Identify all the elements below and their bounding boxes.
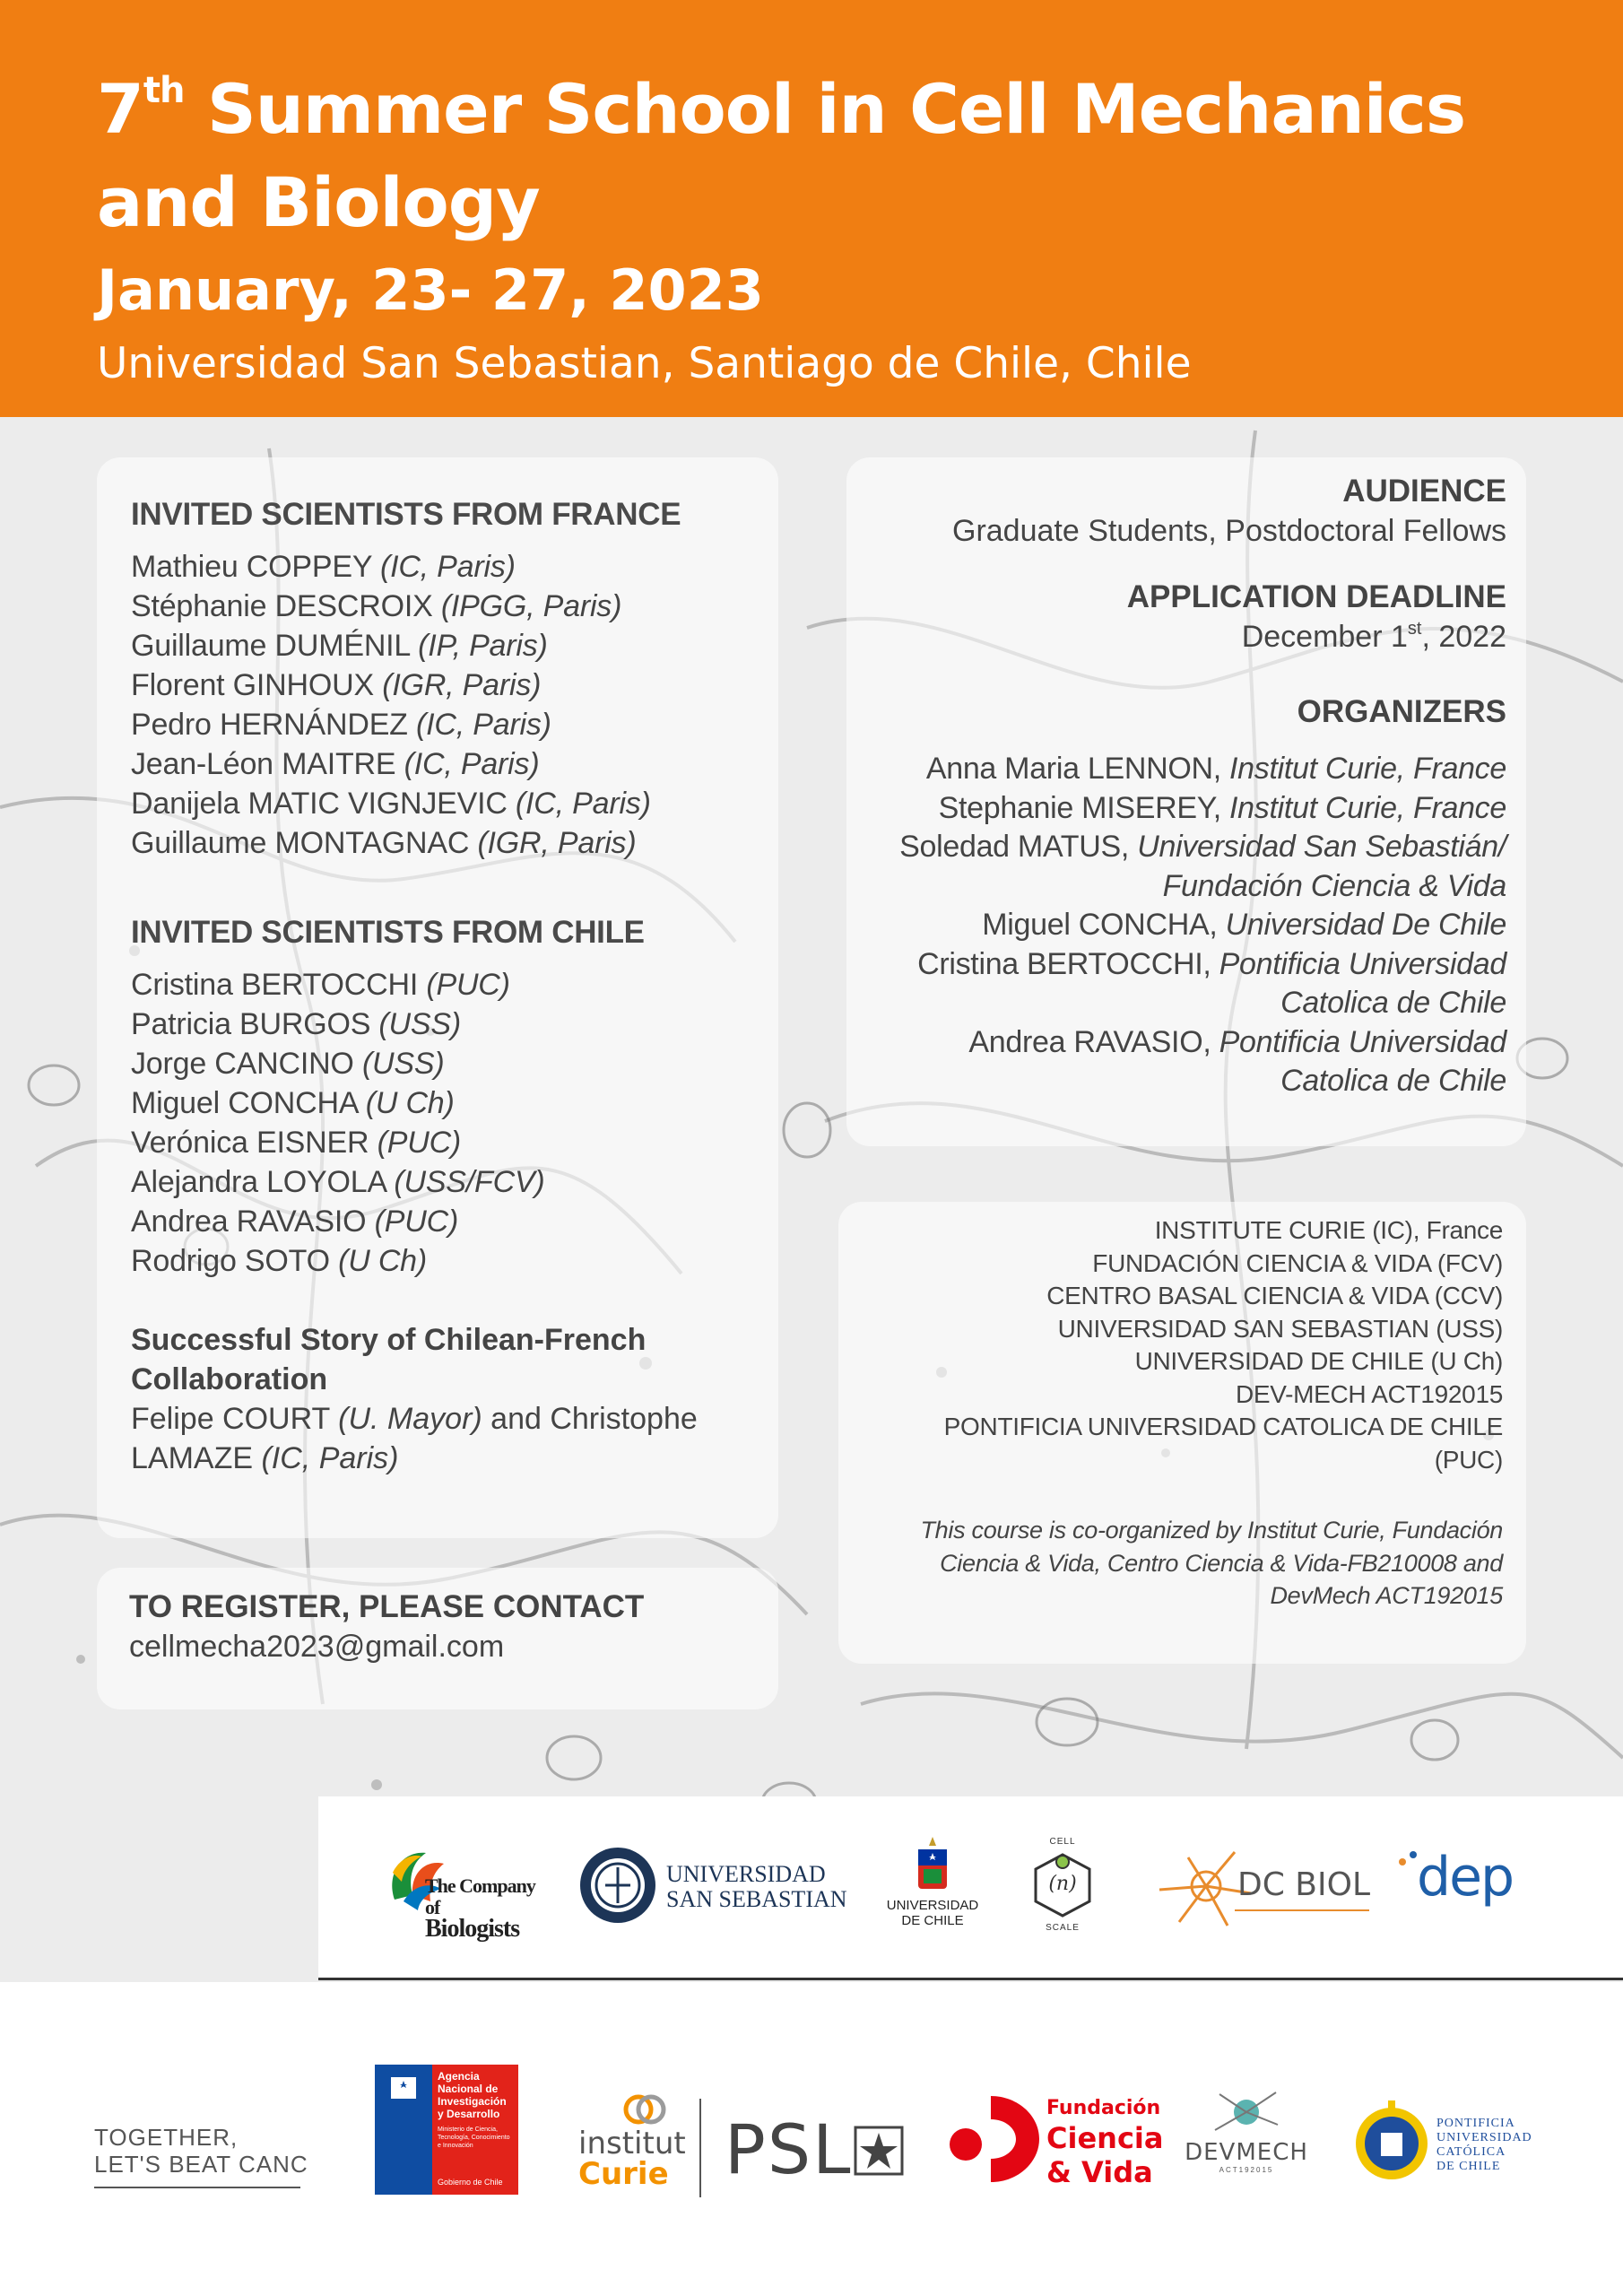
anid-logo: Agencia Nacional de Investigación y Desarrollo Ministerio de Ciencia, Tecnología, Conocimiento e Innovación Gobierno de Chile xyxy=(375,2065,518,2195)
fundacion-ciencia-vida-logo: Fundación Ciencia & Vida xyxy=(946,2094,1152,2193)
event-info-panel xyxy=(846,457,1526,1146)
together-lets-beat-cancer-logo: TOGETHER, LET'S BEAT CANC xyxy=(94,2124,309,2196)
list-item: DEV-MECH ACT192015 xyxy=(1235,1379,1503,1408)
institutions-list xyxy=(856,1214,1503,1476)
institutions-panel xyxy=(838,1202,1526,1664)
list-item: Danijela MATIC VIGNJEVIC (IC, Paris) xyxy=(131,787,651,821)
list-item: Verónica EISNER (PUC) xyxy=(131,1126,462,1160)
list-item: Jorge CANCINO (USS) xyxy=(131,1047,445,1081)
list-item: Guillaume DUMÉNIL (IP, Paris) xyxy=(131,629,548,663)
list-item: Andrea RAVASIO, Pontificia Universidad xyxy=(968,1024,1506,1059)
story-heading: Successful Story of Chilean-French Collaboration xyxy=(131,1323,647,1396)
deadline-heading: APPLICATION DEADLINE xyxy=(1126,579,1506,614)
universidad-san-sebastian-logo: UNIVERSIDAD SAN SEBASTIAN xyxy=(578,1846,847,1935)
register-heading: TO REGISTER, PLEASE CONTACT xyxy=(129,1589,645,1624)
organizers-list xyxy=(864,750,1506,1101)
list-item: CENTRO BASAL CIENCIA & VIDA (CCV) xyxy=(1046,1282,1503,1309)
story-text: Felipe COURT (U. Mayor) and Christophe LAMAZE (IC, Paris) xyxy=(131,1402,698,1475)
co-organization-note: This course is co-organized by Institut Curie, Fundación Ciencia & Vida, Centro Ciencia & Vida-FB210008 and DevMech ACT192015 xyxy=(920,1517,1503,1609)
list-item: Catolica de Chile xyxy=(1280,986,1506,1020)
chile-heading: INVITED SCIENTISTS FROM CHILE xyxy=(131,915,645,950)
event-header xyxy=(0,0,1623,417)
list-item: (PUC) xyxy=(1434,1445,1503,1474)
devmech-logo: DEVMECH ACT192015 xyxy=(1179,2085,1314,2197)
curie-rings-icon xyxy=(619,2092,673,2127)
list-item: Cristina BERTOCCHI (PUC) xyxy=(131,968,510,1002)
list-item: FUNDACIÓN CIENCIA & VIDA (FCV) xyxy=(1092,1248,1503,1277)
institut-curie-logo: institut Curie xyxy=(578,2092,695,2190)
list-item: Jean-Léon MAITRE (IC, Paris) xyxy=(131,747,540,781)
psl-logo: PSL xyxy=(699,2099,915,2197)
audience-text: Graduate Students, Postdoctoral Fellows xyxy=(952,514,1506,548)
fcv-symbol-icon xyxy=(946,2094,1043,2184)
puc-seal-icon xyxy=(1354,2097,1429,2187)
list-item: Andrea RAVASIO (PUC) xyxy=(131,1205,459,1239)
uchile-crest-icon xyxy=(913,1837,952,1896)
register-panel xyxy=(97,1568,778,1709)
list-item: Catolica de Chile xyxy=(1280,1064,1506,1098)
list-item: Pedro HERNÁNDEZ (IC, Paris) xyxy=(131,708,551,742)
list-item: PONTIFICIA UNIVERSIDAD CATOLICA DE CHILE xyxy=(943,1413,1503,1440)
invited-scientists-panel xyxy=(97,457,778,1538)
event-venue: Universidad San Sebastian, Santiago de Chile, Chile xyxy=(97,339,1192,388)
list-item: UNIVERSIDAD DE CHILE (U Ch) xyxy=(1134,1347,1503,1375)
deep-logo: dep xyxy=(1399,1846,1542,1926)
list-item: Fundación Ciencia & Vida xyxy=(1162,868,1506,903)
partner-logo-strip xyxy=(0,1982,1623,2296)
list-item: Alejandra LOYOLA (USS/FCV) xyxy=(131,1165,545,1199)
list-item: UNIVERSIDAD SAN SEBASTIAN (USS) xyxy=(1057,1314,1503,1343)
chile-list xyxy=(131,965,744,1281)
list-item: Patricia BURGOS (USS) xyxy=(131,1007,461,1041)
cell-n-scale-logo: CELL (n) SCALE xyxy=(1027,1837,1125,1944)
list-item: INSTITUTE CURIE (IC), France xyxy=(1154,1216,1503,1244)
list-item: Florent GINHOUX (IGR, Paris) xyxy=(131,668,542,702)
france-heading: INVITED SCIENTISTS FROM FRANCE xyxy=(131,497,681,532)
event-dates: January, 23- 27, 2023 xyxy=(97,257,764,323)
list-item: Anna Maria LENNON, Institut Curie, France xyxy=(925,752,1506,786)
list-item: Guillaume MONTAGNAC (IGR, Paris) xyxy=(131,826,637,860)
chile-coat-of-arms-icon xyxy=(384,2072,423,2102)
universidad-de-chile-logo: UNIVERSIDAD DE CHILE xyxy=(879,1837,986,1944)
dc-biol-logo: DC BIOL xyxy=(1152,1839,1376,1938)
company-of-biologists-logo: The Company of Biologists xyxy=(386,1841,547,1931)
france-list xyxy=(131,547,744,863)
uss-seal-icon xyxy=(578,1846,657,1925)
list-item: Stephanie MISEREY, Institut Curie, France xyxy=(938,790,1506,825)
organizers-heading: ORGANIZERS xyxy=(1297,694,1506,729)
deadline-text: December 1st, 2022 xyxy=(1241,619,1506,654)
list-item: Rodrigo SOTO (U Ch) xyxy=(131,1244,428,1278)
list-item: Stéphanie DESCROIX (IPGG, Paris) xyxy=(131,589,622,623)
list-item: Miguel CONCHA, Universidad De Chile xyxy=(982,908,1506,942)
star-icon xyxy=(854,2126,904,2176)
list-item: Miguel CONCHA (U Ch) xyxy=(131,1086,455,1120)
list-item: Mathieu COPPEY (IC, Paris) xyxy=(131,550,516,584)
audience-heading: AUDIENCE xyxy=(1342,474,1506,509)
pontificia-universidad-catolica-logo: PONTIFICIA UNIVERSIDAD CATÓLICA DE CHILE xyxy=(1354,2097,1533,2196)
devmech-cell-icon xyxy=(1206,2085,1287,2139)
list-item: Cristina BERTOCCHI, Pontificia Universidad xyxy=(917,946,1506,981)
event-title: 7th Summer School in Cell Mechanics and Biology xyxy=(97,69,1466,242)
sponsor-logo-strip xyxy=(318,1796,1623,1980)
list-item: Soledad MATUS, Universidad San Sebastián/ xyxy=(899,830,1506,864)
register-email-link[interactable]: cellmecha2023@gmail.com xyxy=(129,1630,505,1664)
